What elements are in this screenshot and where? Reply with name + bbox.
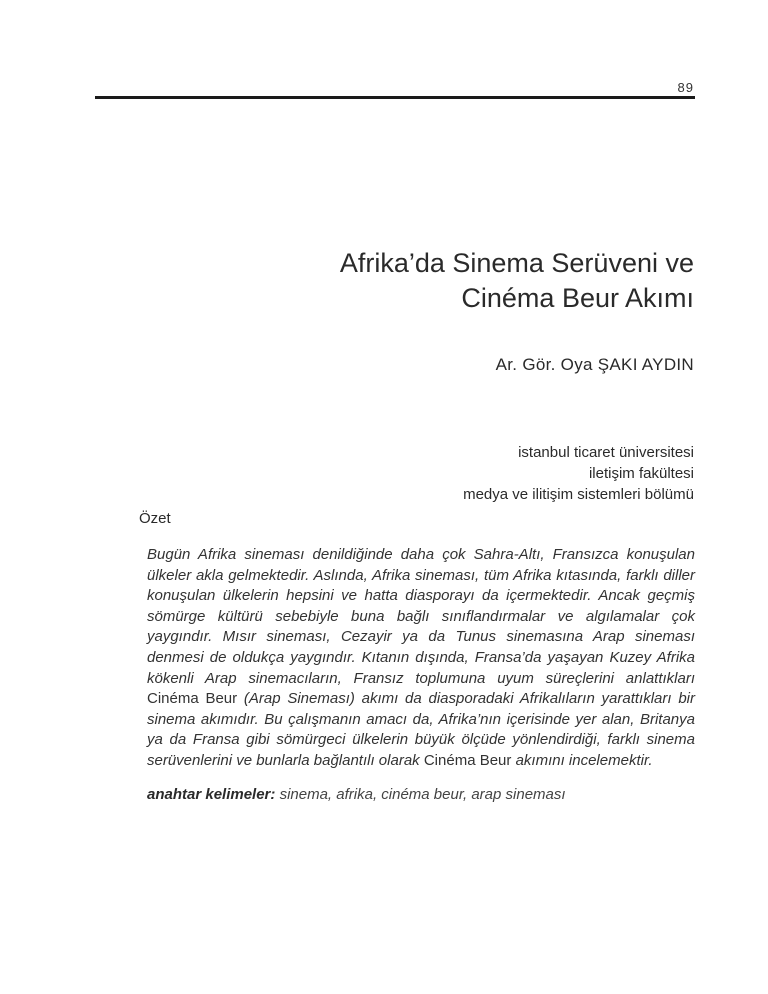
author-affiliation: [463, 442, 694, 505]
abstract-term-cinema-beur-2: Cinéma Beur: [423, 751, 512, 769]
affiliation-department: medya ve ilitişim sistemleri bölümü: [463, 486, 694, 503]
title-line-1: Afrika’da Sinema Serüveni ve: [339, 248, 694, 278]
abstract-part-1: Bugün Afrika sineması denildiğinde daha çok Sahra-Altı, Fransızca konuşulan ülkeler akla gelmektedir. Aslında, Afrika sineması, tüm Afrika kıtasında, farklı diller konuşulan ülkelerin hepsini ve hatta diasporayı da içermektedir. Ancak geçmiş sömürge kültürü sebebiyle buna bağlı sınıflandırmalar ve algılamalar çok yaygındır. Mısır sineması, Cezayir ya da Tunus sinemasına Arap sineması denmesi de oldukça yaygındır. Kıtanın dışında, Fransa’da yaşayan Kuzey Afrika kökenli Arap sinemacıların, Fransız toplumuna uyum süreçlerini anlattıkları: [147, 546, 695, 687]
abstract-term-cinema-beur: Cinéma Beur: [147, 690, 238, 708]
keywords-values: sinema, afrika, cinéma beur, arap sineması: [279, 786, 566, 803]
abstract-text: [147, 545, 695, 772]
page-number: 89: [677, 80, 694, 95]
header-rule: [95, 96, 695, 99]
keywords: [147, 786, 566, 803]
author-name: Ar. Gör. Oya ŞAKI AYDIN: [495, 355, 694, 374]
abstract-heading: Özet: [139, 510, 171, 527]
title-line-2: Cinéma Beur Akımı: [461, 283, 694, 313]
article-title: [174, 246, 694, 316]
affiliation-faculty: iletişim fakültesi: [588, 465, 694, 482]
abstract-part-3: akımını incelemektir.: [515, 751, 653, 769]
keywords-label: anahtar kelimeler:: [147, 786, 276, 803]
affiliation-university: istanbul ticaret üniversitesi: [518, 444, 694, 461]
abstract-part-2: (Arap Sineması) akımı da diasporadaki Afrikalıların yarattıkları bir sinema akımıdır. Bu çalışmanın amacı da, Afrika’nın içerisinde yer alan, Britanya ya da Fransa gibi sömürgeci ülkelerin büyük ölçüde yönlendirdiği, farklı sinema serüvenlerini ve bunlarla bağlantılı olarak: [147, 690, 695, 769]
